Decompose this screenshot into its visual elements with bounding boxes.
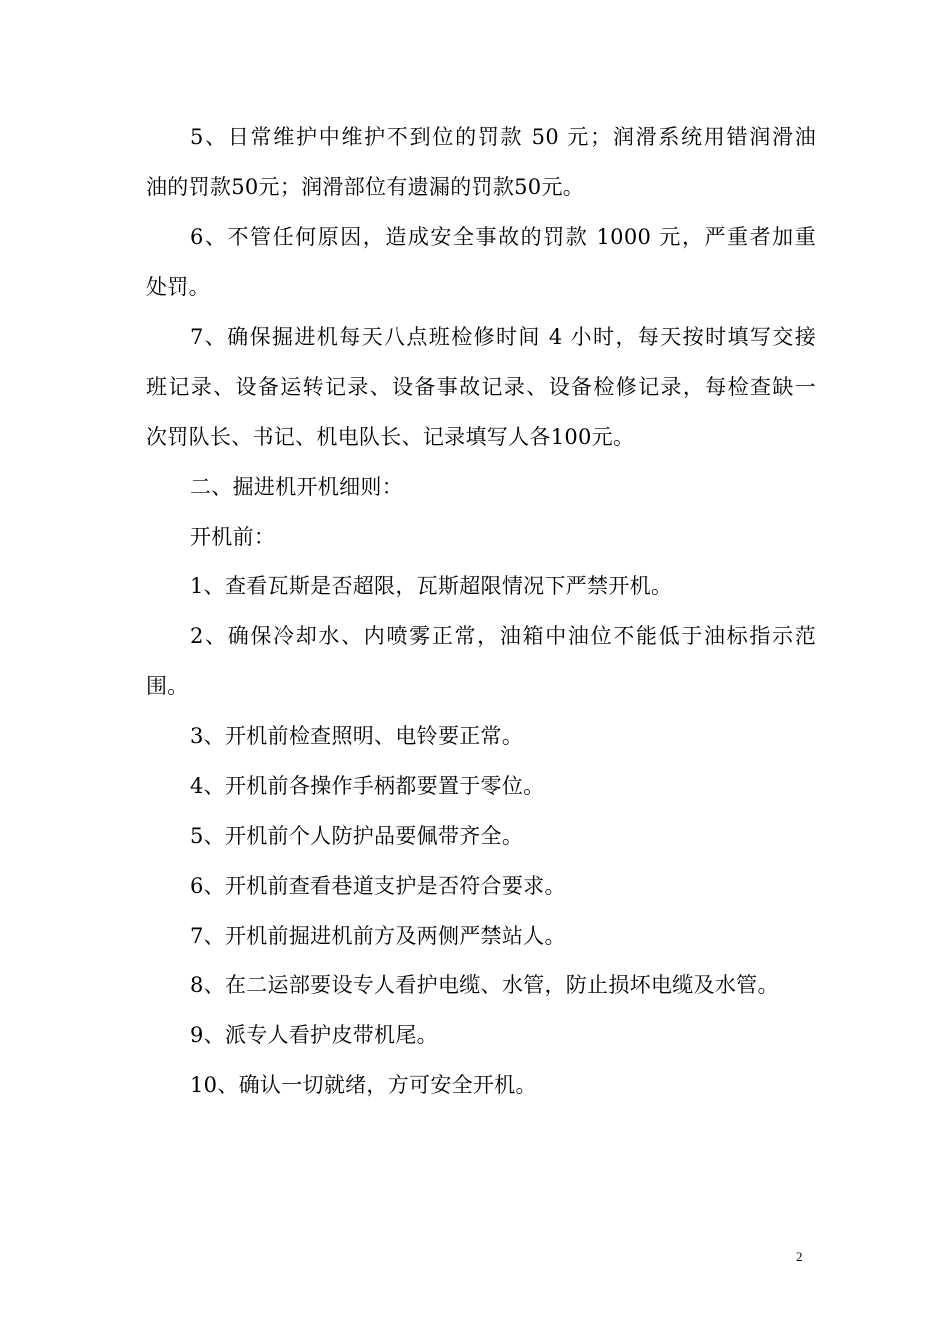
list-item: 9、派专人看护皮带机尾。	[190, 1023, 438, 1047]
paragraph-line: 7、确保掘进机每天八点班检修时间 4 小时，每天按时填写交接	[190, 325, 816, 349]
section-heading: 二、掘进机开机细则：	[190, 475, 403, 499]
list-item-continuation: 围。	[146, 674, 189, 698]
list-item: 7、开机前掘进机前方及两侧严禁站人。	[190, 924, 566, 948]
paragraph-line: 油的罚款50元；润滑部位有遗漏的罚款50元。	[146, 175, 585, 199]
list-item: 1、查看瓦斯是否超限，瓦斯超限情况下严禁开机。	[190, 574, 673, 598]
paragraph-line: 班记录、设备运转记录、设备事故记录、设备检修记录，每检查缺一	[146, 375, 816, 399]
paragraph-line: 5、日常维护中维护不到位的罚款 50 元；润滑系统用错润滑油	[190, 125, 816, 149]
list-item: 10、确认一切就绪，方可安全开机。	[190, 1073, 537, 1097]
subsection-heading: 开机前：	[190, 525, 276, 549]
list-item: 5、开机前个人防护品要佩带齐全。	[190, 824, 524, 848]
paragraph-line: 次罚队长、书记、机电队长、记录填写人各100元。	[146, 425, 635, 449]
list-item: 8、在二运部要设专人看护电缆、水管，防止损坏电缆及水管。	[190, 973, 779, 997]
paragraph-line: 处罚。	[146, 275, 210, 299]
list-item: 6、开机前查看巷道支护是否符合要求。	[190, 874, 566, 898]
list-item: 4、开机前各操作手柄都要置于零位。	[190, 774, 545, 798]
page-number: 2	[796, 1249, 803, 1264]
list-item: 3、开机前检查照明、电铃要正常。	[190, 724, 524, 748]
list-item: 2、确保冷却水、内喷雾正常，油箱中油位不能低于油标指示范	[190, 624, 816, 648]
paragraph-line: 6、不管任何原因，造成安全事故的罚款 1000 元，严重者加重	[190, 225, 816, 249]
